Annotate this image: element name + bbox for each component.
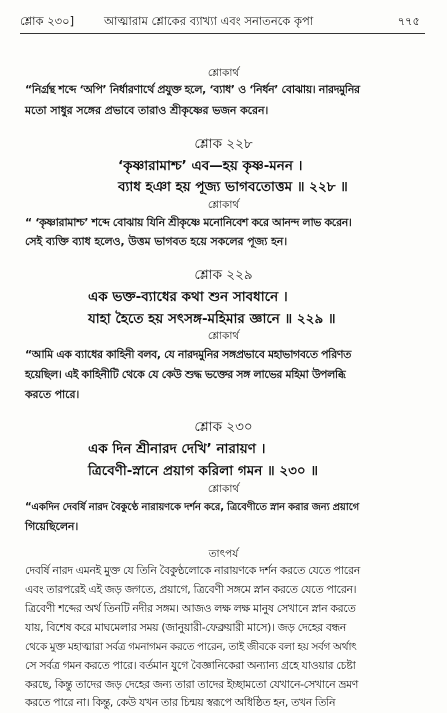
page-number: ৭৭৫: [397, 14, 420, 28]
translation-line: “ ‘কৃষ্ণারামাশ্চ’ শব্দে বোঝায় যিনি শ্রীকৃষ্ণে মনোনিবেশ করে আনন্দ লাভ করেন।: [25, 216, 352, 229]
purport-label: তাৎপর্য: [208, 548, 239, 560]
header-verse-ref: শ্লোক ২৩০]: [20, 14, 75, 28]
header-divider: [20, 33, 425, 34]
purport-line: সে সর্বত্র গমন করতে পারে। বর্তমান যুগে বৈজ্ঞানিকেরা অন্যান্য গ্রহে যাওয়ার চেষ্টা: [25, 659, 356, 672]
translation-line: মতো সাধুর সঙ্গের প্রভাবে তারাও শ্রীকৃষ্ণের ভজন করেন।: [25, 104, 269, 117]
verse-line: ব্যাধ হঞা হয় পূজ্য ভাগবতোত্তম ॥ ২২৮ ॥: [118, 179, 348, 195]
verse-line: ত্রিবেণী-স্নানে প্রয়াগ করিলা গমন ॥ ২৩০ ॥: [88, 463, 319, 479]
verse-heading: শ্লোক ২২৯: [194, 267, 253, 283]
translation-label: শ্লোকার্থ: [207, 67, 240, 79]
translation-label: শ্লোকার্থ: [207, 330, 240, 342]
verse-heading: শ্লোক ২৩০: [194, 419, 253, 435]
translation-line: হয়েছিল। এই কাহিনীটি থেকে যে কেউ শুদ্ধ ভক্তের সঙ্গ লাভের মহিমা উপলব্ধি: [25, 368, 346, 381]
translation-line: “নির্গ্রন্থ শব্দে ‘অপি’ নির্ধারণার্থে প্রযুক্ত হলে, ‘ব্যাধ’ ও ‘নির্ধন’ বোঝায়। নারদমুনির: [25, 83, 360, 96]
purport-line: থেকে মুক্ত মহাত্মারা সর্বত্র গমনাগমন করতে পারেন, তাই জীবকে বলা হয় সর্বগ অর্থাৎ: [25, 641, 357, 653]
verse-line: এক ভক্ত-ব্যাধের কথা শুন সাবধানে ।: [88, 289, 288, 305]
translation-label: শ্লোকার্থ: [207, 483, 240, 495]
translation-line: “একদিন দেবর্ষি নারদ বৈকুণ্ঠে নারায়ণকে দর্শন করে, ত্রিবেণীতে স্নান করার জন্য প্রয়াগে: [25, 502, 360, 513]
translation-line: করতে পারে।: [25, 388, 80, 401]
purport-line: করছে, কিন্তু তাদের জড় দেহের জন্য তারা তাদের ইচ্ছামতো যেখানে-সেখানে ভ্রমণ: [25, 678, 358, 691]
translation-line: “আমি এক ব্যাধের কাহিনী বলব, যে নারদমুনির সঙ্গপ্রভাবে মহাভাগবতে পরিণত: [25, 348, 351, 361]
translation-label: শ্লোকার্থ: [207, 199, 240, 211]
verse-line: এক দিন শ্রীনারদ দেখি’ নারায়ণ ।: [88, 441, 266, 457]
translation-line: সেই ব্যক্তি ব্যাধ হলেও, উত্তম ভাগবত হয়ে সকলের পূজ্য হন।: [25, 235, 288, 248]
purport-line: দেবর্ষি নারদ এমনই মুক্ত যে তিনি বৈকুণ্ঠলোকে নারায়ণকে দর্শন করতে যেতে পারেন: [25, 564, 360, 577]
verse-line: ‘কৃষ্ণারামাশ্চ’ এব—হয় কৃষ্ণ-মনন ।: [118, 158, 303, 174]
purport-line: ত্রিবেণী শব্দের অর্থ তিনটি নদীর সঙ্গম। আজও লক্ষ লক্ষ মানুষ সেখানে স্নান করতে: [25, 602, 356, 615]
header-chapter-title: আত্মারাম শ্লোকের ব্যাখ্যা এবং সনাতনকে কৃপা: [104, 14, 314, 28]
verse-heading: শ্লোক ২২৮: [194, 136, 253, 152]
translation-line: গিয়েছিলেন।: [25, 520, 79, 533]
verse-line: যাহা হৈতে হয় সৎসঙ্গ-মহিমার জ্ঞানে ॥ ২২৯ ॥: [88, 311, 336, 327]
purport-line: করতে পারে না। কিন্তু, কেউ যখন তার চিন্ময় স্বরূপে অধিষ্ঠিত হন, তখন তিনি: [25, 696, 336, 709]
purport-line: এবং তারপরেই এই জড় জগতে, প্রয়াগে, ত্রিবেণী সঙ্গমে স্নান করতে যেতে পারেন।: [25, 583, 357, 596]
purport-line: যায়, বিশেষ করে মাঘমেলার সময় (জানুয়ারী-ফেব্রুয়ারী মাসে)। জড় দেহের বন্ধন: [25, 621, 346, 634]
